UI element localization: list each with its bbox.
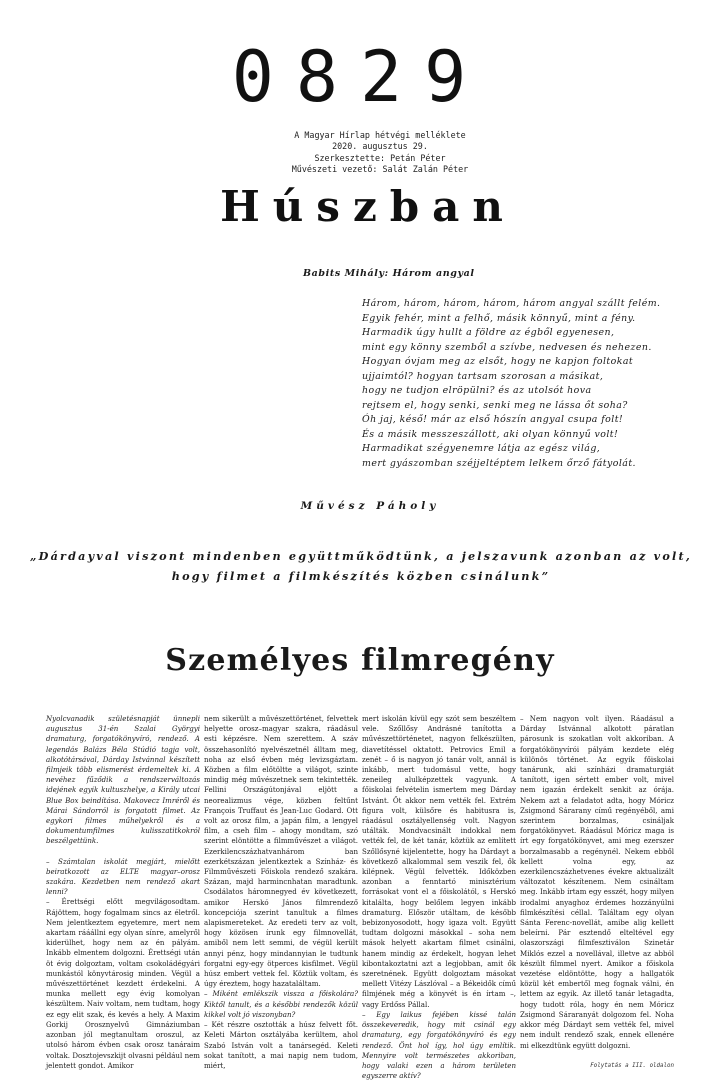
interview-question: – Számtalan iskolát megjárt, mielőtt beiratkozott az ELTE magyar–orosz szakára. Kezdetben nem rendező akart lenni?	[46, 856, 200, 897]
poem	[362, 297, 702, 471]
poem-line: És a másik messzeszállott, aki olyan könnyű volt!	[362, 428, 619, 440]
poem-line: Harmadikat szégyenemre látja az egész világ,	[362, 443, 601, 454]
issue-number: 0829	[231, 36, 489, 118]
poem-line: Harmadik úgy hullt a földre az égből egyenesen,	[362, 327, 615, 338]
poem-line: mint egy könny szemből a szívbe, nedvesen és nehezen.	[362, 341, 652, 353]
interview-question: – Egy laikus fejében kissé talán összekeveredik, hogy mit csinál egy dramaturg, egy forgatókönyvíró és egy rendező. Önt hol így, hol úgy említik. Mennyire volt természetes akkoriban, hogy valaki ezen a három területen egyszerre aktív?	[362, 1009, 516, 1081]
colophon	[0, 130, 720, 175]
poem-line: mert gyászomban széjjeltéptem lelkem őrző fátyolát.	[362, 457, 636, 469]
interview-question: – Miként emlékszik vissza a főiskolára? Kiktől tanult, és a későbbi rendezők közül kikkel volt jó viszonyban?	[204, 989, 358, 1019]
article-title: Személyes filmregény	[165, 643, 555, 678]
article-column-3	[362, 714, 516, 1081]
article-lead: Nyolcvanadik születésnapját ünnepli augusztus 31-én Szalai Györgyi dramaturg, forgatókönyvíró, rendező. A legendás Balázs Béla Stúdió tagja volt, alkotótársával, Dárday Istvánnal készített filmjeik több elismerést érdemeltek ki. A nevéhez fűződik a rendszerváltozás idejének egyik kultuszhelye, a Király utcai Blue Box beindítása. Makovecz Imréről és Márai Sándorról is forgatott filmet. Az egykori filmes műhelyekről és a dokumentumfilmes kulisszatitkokról beszélgettünk.	[46, 714, 200, 846]
poem-line: Egyik fehér, mint a felhő, másik könnyű, mint a fény.	[362, 312, 636, 324]
poem-line: hogy ne tudjon elröpülni? és az utolsót hova	[362, 385, 592, 396]
poem-title: Babits Mihály: Három angyal	[303, 268, 475, 279]
colophon-line: Művészeti vezető: Salát Zalán Péter	[291, 163, 469, 174]
colophon-line: 2020. augusztus 29.	[332, 141, 428, 152]
colophon-line: A Magyar Hírlap hétvégi melléklete	[294, 130, 466, 140]
interview-answer: nem sikerült a művészettörténet, felvettek helyette orosz–magyar szakra, ráadásul esti képzésre. Nem szerettem. A száv összehasonlító nyelvészetnél álltam meg, noha az első évben még levizsgáztam. Közben a film előtöltte a világot, szinte mindig még művészetnek sem tekintették. Fellini Országútonjával eljött a neorealizmus vége, közben feltűnt François Truffaut és Jean-Luc Godard. Ott volt az orosz film, a japán film, a lengyel film, a cseh film – ahogy mondtam, szó szerint elöntötte a filmművészet a világot. Ezerkilencszázhatvanhárom ban ezerkétszázan jelentkeztek a Színház- és Filmművészeti Főiskola rendező szakára. Százan, majd harmincnhatan maradtunk. Csodálatos háromnegyed év következett, amikor Herskó János filmrendező koncepciója szerint tanultuk a filmes alapismereteket. Az eredeti terv az volt, hogy közösen írunk egy filmnovellát, amiből nem lett semmi, de végül került annyi pénz, hogy mindannyian le tudtunk forgatni egy-egy ötperces kisfilmet. Végül húsz embert vettek fel. Köztük voltam, és úgy éreztem, hogy hazataláltam.	[204, 714, 358, 989]
pull-quote: „Dárdayval viszont mindenben együttműködtünk, a jelszavunk azonban az volt, hogy filmet a filmkészítés közben csinálunk”	[30, 549, 692, 583]
main-title: Húszban	[220, 182, 516, 231]
section-name: Művész Páholy	[300, 500, 440, 512]
interview-answer: – Érettségi előtt megvilágosodtam. Rájöttem, hogy fogalmam sincs az életről. Nem jelentkeztem egyetemre, mert nem akartam rááállni egy olyan sínre, amelyről kiderülhet, hogy nem az én pályám. Inkább elmentem dolgozni. Érettségi után öt évig dolgoztam, voltam csokoládégyári munkástól könyvtárosig minden. Végül a művészettörténet kezdett érdekelni. A munka mellett egy évig komolyan készültem. Naiv voltam, nem tudtam, hogy ez egy elit szak, és kevés a hely. A Maxim Gorkij Orosznyelvű Gimnáziumban azonban jól megtanultam oroszul, az utolsó három évben csak orosz tanáraim voltak. Dosztojevszkijt olvasni például nem jelentett gondot. Amikor	[46, 897, 200, 1070]
interview-answer: – Két részre osztották a húsz felvett főt. Keleti Márton osztályába kerültem, ahol Szabó István volt a tanársegéd. Keleti sokat tanított, a mai napig nem tudom, miért,	[204, 1020, 358, 1070]
article-column-4	[520, 714, 674, 1071]
continued-note: Folytatás a III. oldalon	[590, 1062, 674, 1069]
interview-answer: – Nem nagyon volt ilyen. Ráadásul a Dárday Istvánnal alkotott páratlan párosunk is szokatlan volt akkoriban. A forgatókönyvírói pályám kezdete elég különös történet. Az egyik főiskolai tanárunk, aki színházi dramaturgiát tanított, igen sértett ember volt, mivel nem igazán érdekelt senkit az órája. Nekem azt a feladatot adta, hogy Móricz Zsigmond Sárarany című regényéből, ami szerintem borzalmas, csináljak forgatókönyvet. Ráadásul Móricz maga is írt egy forgatókönyvet, ami meg ezerszer borzalmasabb a regénynél. Nekem ebből kellett volna egy, az ezerkilencszázhetvenes évekre aktualizált változatot készítenem. Nem csináltam meg. Inkább írtam egy esszét, hogy milyen irodalmi anyaghoz érdemes hozzányúlni filmkészítési céllal. Találtam egy olyan Sánta Ferenc-novellát, amibe alig kellett beleírni. Pár esztendő elteltével egy olaszországi filmfesztiválon Szinetár Miklós ezzel a novellával, illetve az abból készült filmmel nyert. Amikor a főiskola vezetése eldöntötte, hogy a hallgatók közül két embertől meg fognak válni, én lettem az egyik. Az illető tanár letagadta, hogy tudott róla, hogy én nem Móricz Zsigmond Sáraranyát dolgozom fel. Noha akkor még Dárdayt sem vették fel, mivel nem indult rendező szak, ennek ellenére mi elkezdtünk együtt dolgozni.	[520, 714, 674, 1050]
poem-line: ujjaimtól? hogyan tartsam szorosan a másikat,	[362, 370, 604, 382]
colophon-line: Szerkesztette: Petán Péter	[314, 152, 446, 163]
poem-line: Három, három, három, három, három angyal szállt felém.	[362, 298, 661, 309]
poem-line: Hogyan óvjam meg az elsőt, hogy ne kapjon foltokat	[362, 356, 634, 367]
poem-line: rejtsem el, hogy senki, senki meg ne lássa őt soha?	[362, 399, 628, 411]
interview-answer: mert iskolán kívül egy szót sem beszéltem vele. Szőllősy Andrásné tanította a művészettörténetet, nagyon felkészülten, diavetítéssel oktatott. Petrovics Emil a zenét – ő is nagyon jó tanár volt, annál is inkább, mert tudomásul vette, hogy zeneileg alulképzettek vagyunk. A főiskolai felvételin ismertem meg Dárday Istvánt. Őt akkor nem vették fel. Extrém figura volt, külsőre és habitusra is, ráadásul osztályellenség volt. Nagyon utálták. Mondvacsinált indokkal nem vették fel, de két tanár, köztük az említett Szőllősyné kijelentette, hogy ha Dárdayt a következő alkalommal sem veszik fel, ők kilépnek. Végül felvették. Időközben azonban a fenntartó minisztérium forrásokat vont el a főiskolától, s Herskó kitalálta, hogy belőlem legyen inkább dramaturg. Először utáltam, de később bebizonyosodott, hogy igaza volt. Együtt tudtam dolgozni másokkal – soha nem mások helyett akartam filmet csinálni, hanem mindig az érdekelt, hogyan lehet kibontakoztatni azt a legjobban, amit ők szeretnének. Együtt dolgoztam másokat mellett Vitézy Lászlóval – a Békeidők című filmjének még a könyvét is én írtam –, vagy Erdőss Pállal.	[362, 714, 516, 1009]
article-column-2	[204, 714, 358, 1071]
poem-line: Óh jaj, késő! már az első hószín angyal csupa folt!	[362, 414, 624, 425]
article-column-1	[46, 714, 200, 1071]
